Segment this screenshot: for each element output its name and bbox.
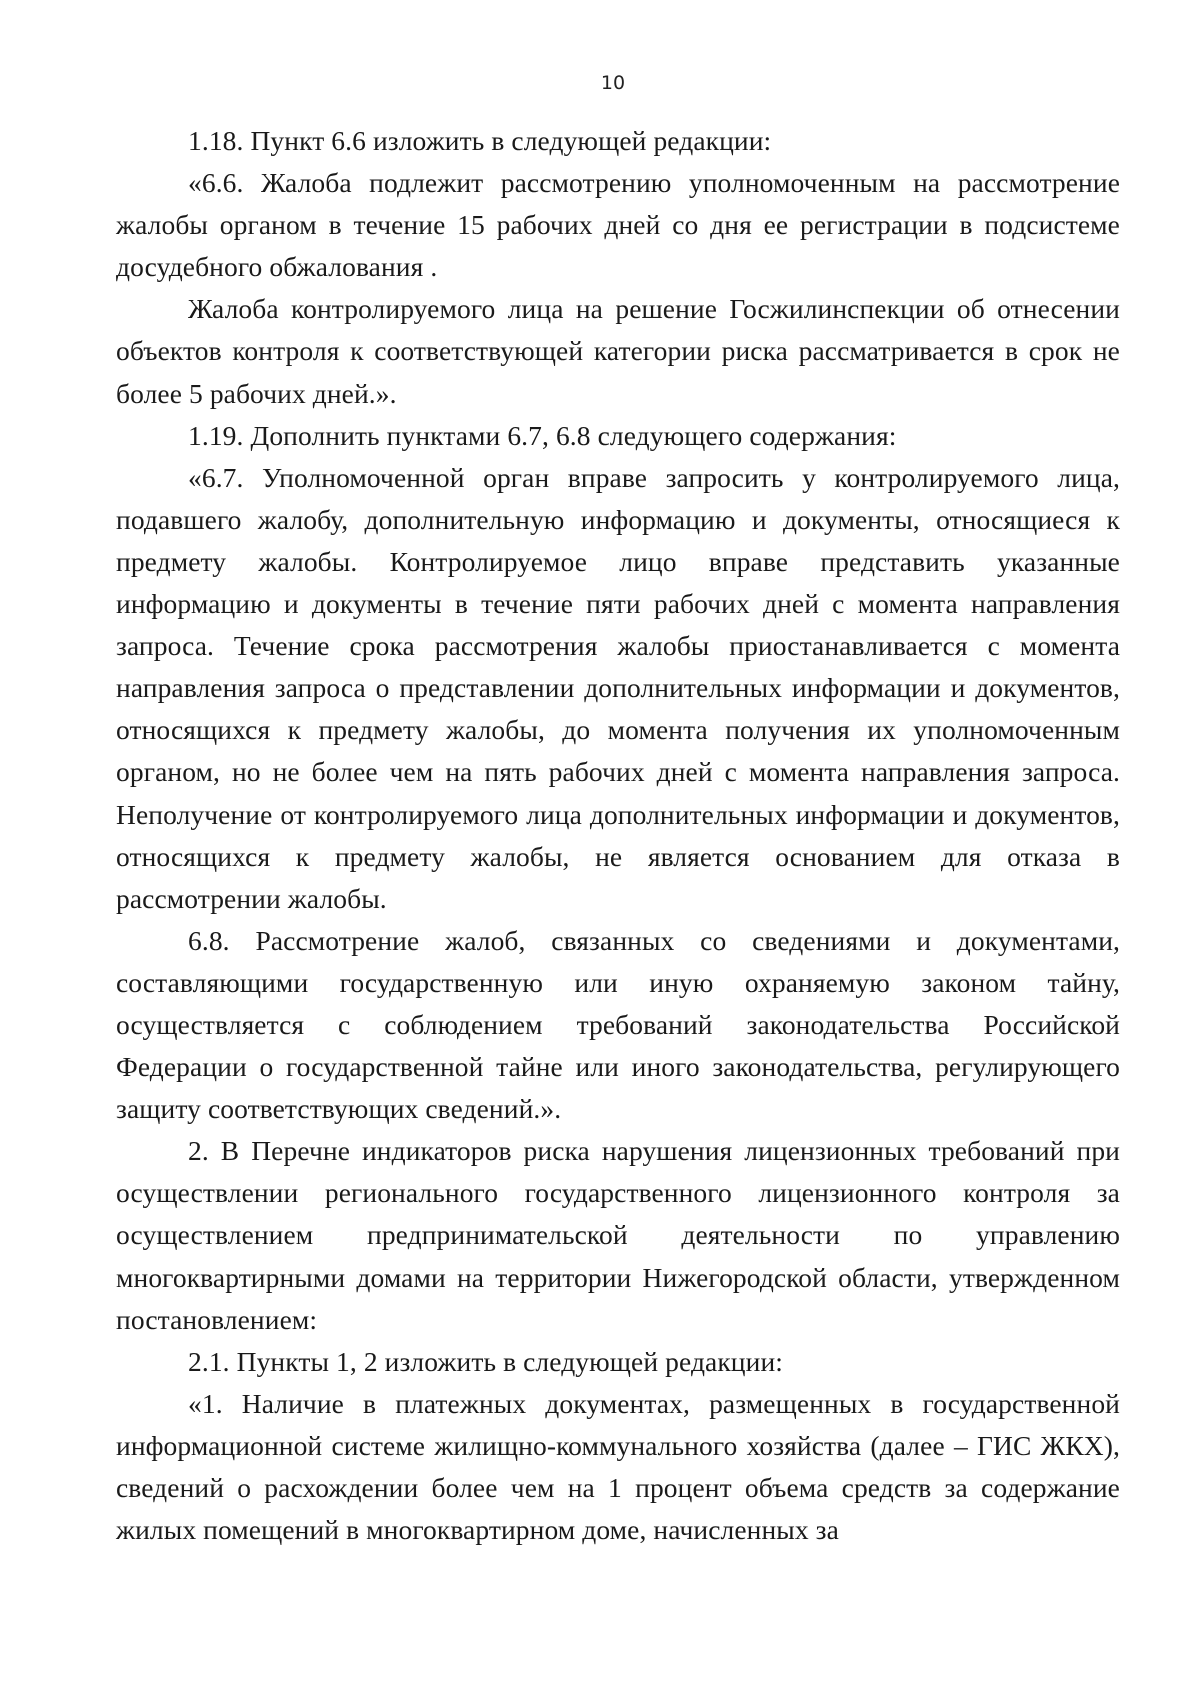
paragraph-1-18: 1.18. Пункт 6.6 изложить в следующей редакции: <box>188 125 772 156</box>
paragraph-1-19: 1.19. Дополнить пунктами 6.7, 6.8 следующего содержания: <box>188 419 897 451</box>
paragraph-complaint-term: Жалоба контролируемого лица на решение Госжилинспекции об отнесении объектов контроля к соответствующей категории риска рассматривается в срок не более 5 рабочих дней.». <box>116 293 1120 409</box>
page-number: 10 <box>600 72 626 94</box>
paragraph-6-6: «6.6. Жалоба подлежит рассмотрению уполномоченным на рассмотрение жалобы органом в течение 15 рабочих дней со дня ее регистрации в подсистеме досудебного обжалования . <box>116 167 1120 283</box>
paragraph-6-7: «6.7. Уполномоченной орган вправе запросить у контролируемого лица, подавшего жалобу, дополнительную информацию и документы, относящиеся к предмету жалобы. Контролируемое лицо вправе представить указанные информацию и документы в течение пяти рабочих дней с момента направления запроса. Течение срока рассмотрения жалобы приостанавливается с момента направления запроса о представлении дополнительных информации и документов, относящихся к предмету жалобы, до момента получения их уполномоченным органом, но не более чем на пять рабочих дней с момента направления запроса. Неполучение от контролируемого лица дополнительных информации и документов, относящихся к предмету жалобы, не является основанием для отказа в рассмотрении жалобы. <box>116 461 1120 914</box>
paragraph-2: 2. В Перечне индикаторов риска нарушения лицензионных требований при осуществлении регионального государственного лицензионного контроля за осуществлением предпринимательской деятельности по управлению многоквартирными домами на территории Нижегородской области, утвержденном постановлением: <box>116 1135 1120 1335</box>
paragraph-2-1: 2.1. Пункты 1, 2 изложить в следующей редакции: <box>188 1345 783 1377</box>
document-body <box>116 120 1120 1551</box>
paragraph-item-1: «1. Наличие в платежных документах, размещенных в государственной информационной системе жилищно-коммунального хозяйства (далее – ГИС ЖКХ), сведений о расхождении более чем на 1 процент объема средств за содержание жилых помещений в многоквартирном доме, начисленных за <box>116 1387 1120 1546</box>
paragraph-6-8: 6.8. Рассмотрение жалоб, связанных со сведениями и документами, составляющими государственную или иную охраняемую законом тайну, осуществляется с соблюдением требований законодательства Российской Федерации о государственной тайне или иного законодательства, регулирующего защиту соответствующих сведений.». <box>116 924 1120 1125</box>
